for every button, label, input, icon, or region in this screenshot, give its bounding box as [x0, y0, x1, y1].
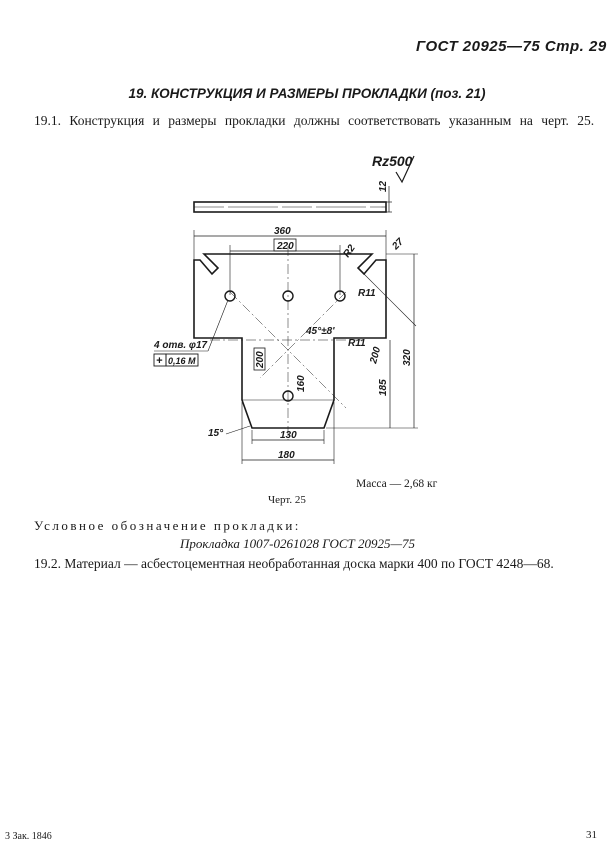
paragraph-19-2: 19.2. Материал — асбестоцементная необработанная доска марки 400 по ГОСТ 4248—68. [34, 556, 554, 571]
dim-thickness: 12 [378, 180, 389, 192]
figure-caption: Черт. 25 [268, 494, 306, 506]
dim-radius-r2: R2 [341, 242, 358, 260]
dim-height-320: 320 [402, 349, 413, 366]
dim-width-total: 360 [274, 226, 291, 237]
conditional-label: Условное обозначение прокладки: [34, 518, 301, 533]
tolerance-value: 0,16 M [168, 356, 196, 366]
dim-bottom-130: 130 [280, 430, 297, 441]
footer-left: 3 Зак. 1846 [5, 831, 52, 842]
dim-angle: 45°±8' [306, 326, 335, 337]
technical-drawing [150, 150, 440, 480]
dim-inner-160: 160 [296, 375, 307, 392]
dim-height-185: 185 [378, 379, 389, 396]
dim-inner-200: 200 [255, 351, 266, 368]
hole-note: 4 отв. φ17 [154, 340, 208, 351]
roughness-label: Rz500 [372, 153, 413, 169]
dim-angle-15: 15° [208, 428, 224, 439]
page-number: 31 [586, 829, 597, 841]
tolerance-symbol: + [156, 355, 163, 367]
section-title: 19. КОНСТРУКЦИЯ И РАЗМЕРЫ ПРОКЛАДКИ (поз. 21) [128, 86, 486, 101]
paragraph-19-1: 19.1. Конструкция и размеры прокладки должны соответствовать указанным на черт. 25. [34, 113, 595, 128]
mass-note: Масса — 2,68 кг [356, 478, 438, 490]
dim-bottom-180: 180 [278, 450, 295, 461]
dim-radius-r11-a: R11 [358, 288, 376, 299]
dim-chamfer-27: 27 [390, 236, 406, 253]
dim-diag-200: 200 [368, 345, 384, 365]
dim-holes-spacing: 220 [277, 241, 294, 252]
running-header: ГОСТ 20925—75 Стр. 29 [416, 38, 607, 55]
dim-radius-r11-b: R11 [348, 338, 366, 349]
conditional-designation: Прокладка 1007-0261028 ГОСТ 20925—75 [180, 536, 416, 551]
